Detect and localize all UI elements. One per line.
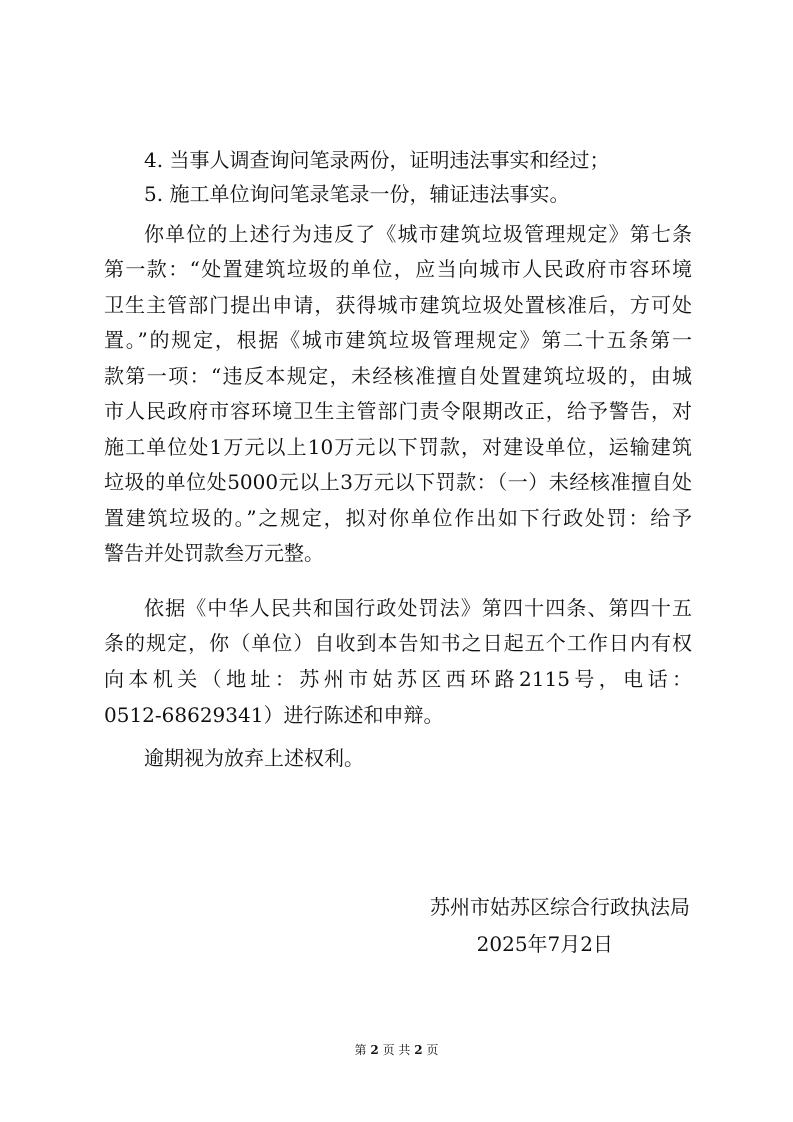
paragraph-violation-line-1: 你单位的上述行为违反了《城市建筑垃圾管理规定》第七条 <box>144 222 692 246</box>
paragraph-waiver: 逾期视为放弃上述权利。 <box>144 746 364 770</box>
paragraph-violation-line-9: 置建筑垃圾的。”之规定，拟对你单位作出如下行政处罚：给予 <box>104 506 692 530</box>
footer-middle: 页 共 <box>382 1043 411 1057</box>
paragraph-rights-line-4: 0512-68629341）进行陈述和申辩。 <box>104 703 444 727</box>
paragraph-violation-line-4: 置。”的规定，根据《城市建筑垃圾管理规定》第二十五条第一 <box>104 328 692 352</box>
paragraph-violation-line-5: 款第一项：“违反本规定，未经核准擅自处置建筑垃圾的，由城 <box>104 364 692 388</box>
paragraph-violation-line-3: 卫生主管部门提出申请，获得城市建筑垃圾处置核准后，方可处 <box>104 293 692 317</box>
paragraph-violation-line-2: 第一款：“处置建筑垃圾的单位，应当向城市人民政府市容环境 <box>104 257 692 281</box>
paragraph-violation-line-7: 施工单位处1万元以上10万元以下罚款，对建设单位，运输建筑 <box>104 435 692 459</box>
page-footer <box>0 1042 793 1058</box>
paragraph-rights-line-2: 条的规定，你（单位）自收到本告知书之日起五个工作日内有权 <box>104 631 692 655</box>
signature-organization: 苏州市姑苏区综合行政执法局 <box>430 895 690 919</box>
paragraph-violation-line-6: 市人民政府市容环境卫生主管部门责令限期改正，给予警告，对 <box>104 399 692 423</box>
paragraph-rights-line-3: 向本机关（地址：苏州市姑苏区西环路2115号，电话： <box>104 667 692 691</box>
paragraph-violation-line-10: 警告并处罚款叁万元整。 <box>104 541 324 565</box>
footer-prefix: 第 <box>354 1043 367 1057</box>
paragraph-violation-line-8: 垃圾的单位处5000元以上3万元以下罚款：（一）未经核准擅自处 <box>104 470 692 494</box>
footer-suffix: 页 <box>426 1043 439 1057</box>
evidence-item-5: 5. 施工单位询问笔录笔录一份，辅证违法事实。 <box>144 182 570 206</box>
footer-current-page: 2 <box>370 1043 379 1057</box>
evidence-item-4: 4. 当事人调查询问笔录两份，证明违法事实和经过； <box>144 148 610 172</box>
signature-date: 2025年7月2日 <box>476 932 613 956</box>
footer-total-pages: 2 <box>414 1043 423 1057</box>
paragraph-rights-line-1: 依据《中华人民共和国行政处罚法》第四十四条、第四十五 <box>144 596 692 620</box>
